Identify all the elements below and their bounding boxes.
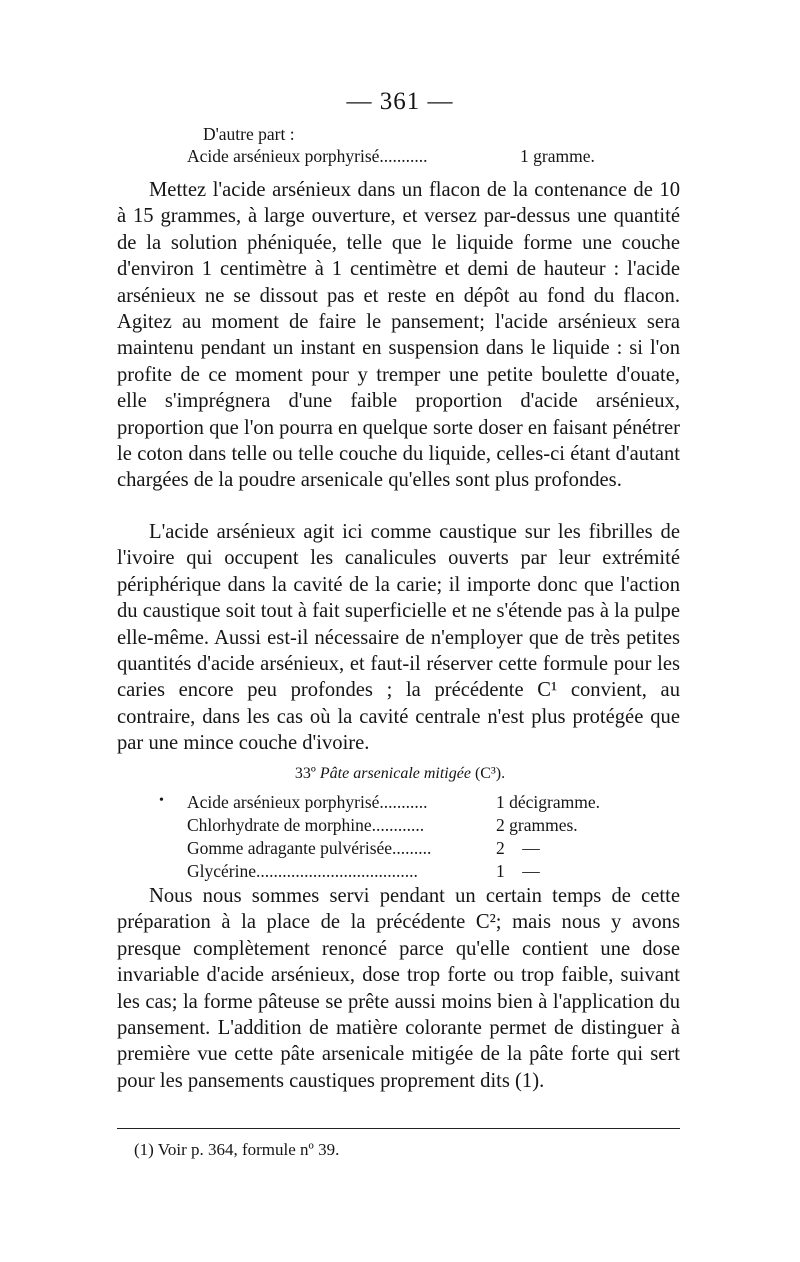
formula-title bbox=[0, 765, 800, 783]
footnote-divider bbox=[117, 1128, 680, 1129]
formula-ingredient-row bbox=[187, 792, 657, 814]
formula-number: 33º bbox=[294, 765, 316, 782]
paragraph-2: L'acide arsénieux agit ici comme caustique sur les fibrilles de l'ivoire qui occupent les canalicules ouverts par leur extrémité périphérique dans la cavité de la carie; il importe donc que l'action du caustique soit tout à fait superficielle et ne s'étende pas à la pulpe elle-même. Aussi est-il nécessaire de n'employer que de très petites quantités d'acide arsénieux, et faut-il réserver cette formule pour les caries encore peu profondes ; la précédente C¹ convient, au contraire, dans les cas où la cavité centrale n'est plus protégée que par une mince couche d'ivoire. bbox=[117, 521, 680, 755]
ingredient-qty: 1 décigramme. bbox=[496, 792, 600, 812]
paragraph-3: Nous nous sommes servi pendant un certain temps de cette préparation à la place de la précédente C²; mais nous y avons presque complètement renoncé parce qu'elle contient une dose invariable d'acide arsénieux, dose trop forte ou trop faible, suivant les cas; la forme pâteuse se prête aussi moins bien à l'application du pansement. L'addition de matière colorante permet de distinguer à première vue cette pâte arsenicale mitigée de la pâte forte qui sert pour les pansements caustiques proprement dits (1). bbox=[117, 885, 680, 1092]
page-number: — 361 — bbox=[346, 88, 454, 115]
ingredient-name: Acide arsénieux porphyrisé........... bbox=[187, 146, 428, 166]
ingredient-name: Chlorhydrate de morphine............ bbox=[187, 815, 425, 835]
intro-ingredient-row bbox=[187, 146, 617, 168]
ingredient-name: Acide arsénieux porphyrisé........... bbox=[187, 792, 428, 812]
formula-ingredient-row bbox=[187, 861, 657, 883]
formula-name: Pâte arsenicale mitigée bbox=[319, 765, 471, 782]
intro-heading: D'autre part : bbox=[203, 124, 295, 144]
ingredient-qty: 2 grammes. bbox=[496, 815, 578, 835]
ingredient-qty: 2 — bbox=[496, 838, 540, 858]
formula-ingredient-row bbox=[187, 838, 657, 860]
ingredient-name: Gomme adragante pulvérisée......... bbox=[187, 838, 432, 858]
paragraph-1: Mettez l'acide arsénieux dans un flacon de la contenance de 10 à 15 grammes, à large ouverture, et versez par-dessus une quantité de la solution phéniquée, telle que le liquide forme une couche d'environ 1 centimètre à 1 centimètre et demi de hauteur : l'acide arsénieux ne se dissout pas et reste en dépôt au fond du flacon. Agitez au moment de faire le pansement; l'acide arsénieux sera maintenu pendant un instant en suspension dans le liquide : si l'on profite de ce moment pour y tremper une petite boulette d'ouate, elle s'imprégnera d'une faible proportion d'acide arsénieux, proportion que l'on pourra en quelque sorte doser en faisant pénétrer le coton dans telle ou telle couche du liquide, celles-ci étant d'autant chargées de la poudre arsenicale qu'elles sont plus profondes. bbox=[117, 179, 680, 492]
bullet-mark: • bbox=[159, 793, 164, 808]
formula-code: (C³). bbox=[474, 765, 506, 782]
footnote: (1) Voir p. 364, formule nº 39. bbox=[134, 1140, 340, 1159]
formula-ingredient-row bbox=[187, 815, 657, 837]
ingredient-qty: 1 gramme. bbox=[520, 146, 595, 166]
ingredient-qty: 1 — bbox=[496, 861, 540, 881]
ingredient-name: Glycérine..................................... bbox=[187, 861, 418, 881]
